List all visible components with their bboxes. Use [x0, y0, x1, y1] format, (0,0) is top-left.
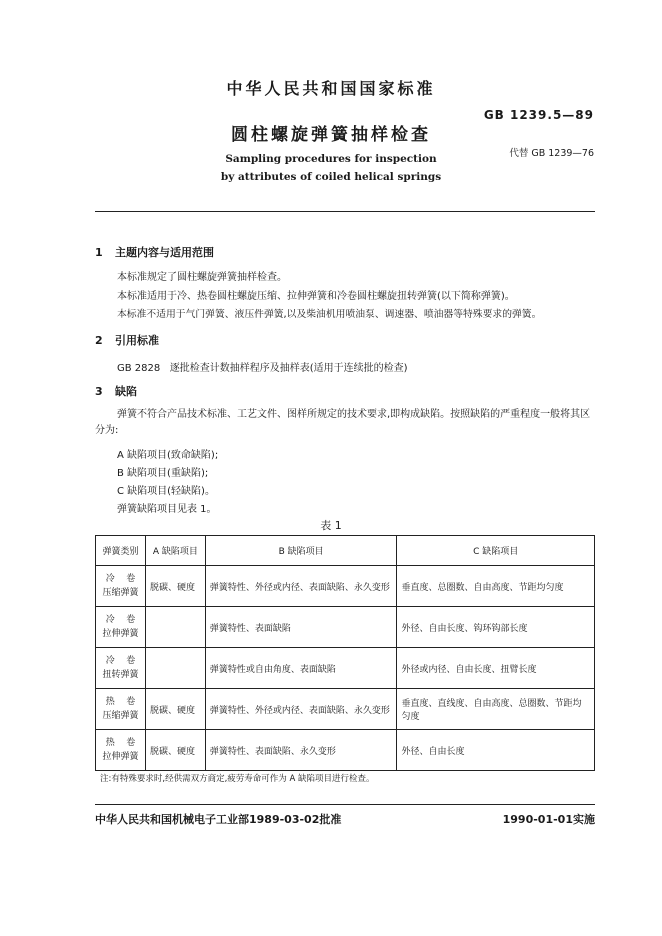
- spring-type-line-2: 压缩弹簧: [102, 711, 139, 721]
- a-defects-cell: 脱碳、硬度: [145, 566, 205, 607]
- approval-line: 中华人民共和国机械电子工业部1989-03-02批准: [95, 813, 342, 826]
- spring-type-line-1: 冷 卷: [105, 574, 136, 584]
- spring-type-cell: [96, 689, 146, 730]
- english-title-line-1: Sampling procedures for inspection: [225, 153, 437, 165]
- section-title: 缺陷: [115, 385, 137, 398]
- section-number: 3: [95, 385, 103, 398]
- table-note: 注:有特殊要求时,经供需双方商定,疲劳寿命可作为 A 缺陷项目进行检查。: [100, 774, 375, 784]
- column-header-c-defects: C 缺陷项目: [397, 536, 595, 566]
- spring-type-line-1: 冷 卷: [105, 615, 136, 625]
- standard-number: GB 1239.5—89: [483, 108, 594, 122]
- section-number: 2: [95, 334, 103, 347]
- section-2-heading: [95, 332, 159, 348]
- spring-type-line-2: 拉伸弹簧: [102, 629, 139, 639]
- a-defects-cell: 脱碳、硬度: [145, 689, 205, 730]
- column-header-a-defects: A 缺陷项目: [145, 536, 205, 566]
- a-defects-cell: [145, 648, 205, 689]
- spring-type-line-2: 压缩弹簧: [102, 588, 139, 598]
- effective-date: 1990-01-01实施: [502, 813, 595, 826]
- footer-divider: [95, 804, 595, 805]
- section-1-paragraph-3: 本标准不适用于气门弹簧、液压件弹簧,以及柴油机用喷油泵、调速器、喷油器等特殊要求的弹簧。: [117, 309, 542, 320]
- section-3-paragraph-3: B 缺陷项目(重缺陷);: [117, 468, 209, 479]
- table-row: [96, 730, 595, 771]
- table-row: [96, 607, 595, 648]
- b-defects-cell: 弹簧特性、表面缺陷: [205, 607, 397, 648]
- column-header-b-defects: B 缺陷项目: [205, 536, 397, 566]
- defect-items-table: [95, 535, 595, 771]
- section-1-paragraph-1: 本标准规定了圆柱螺旋弹簧抽样检查。: [117, 272, 287, 283]
- section-title: 主题内容与适用范围: [115, 246, 214, 259]
- table-row: [96, 689, 595, 730]
- a-defects-cell: 脱碳、硬度: [145, 730, 205, 771]
- spring-type-cell: [96, 648, 146, 689]
- a-defects-cell: [145, 607, 205, 648]
- spring-type-line-2: 扭转弹簧: [102, 670, 139, 680]
- c-defects-cell: 外径或内径、自由长度、扭臂长度: [397, 648, 595, 689]
- section-3-paragraph-2: A 缺陷项目(致命缺陷);: [117, 450, 219, 461]
- section-2-paragraph-1: GB 2828 逐批检查计数抽样程序及抽样表(适用于连续批的检查): [117, 363, 408, 374]
- replaces-standard: 代替 GB 1239—76: [509, 148, 594, 159]
- c-defects-cell: 外径、自由长度: [397, 730, 595, 771]
- spring-type-line-2: 拉伸弹簧: [102, 752, 139, 762]
- spring-type-cell: [96, 730, 146, 771]
- english-title-line-2: by attributes of coiled helical springs: [220, 171, 442, 183]
- table-row: [96, 566, 595, 607]
- spring-type-line-1: 冷 卷: [105, 656, 136, 666]
- spring-type-line-1: 热 卷: [105, 697, 136, 707]
- spring-type-cell: [96, 607, 146, 648]
- b-defects-cell: 弹簧特性或自由角度、表面缺陷: [205, 648, 397, 689]
- section-title: 引用标准: [115, 334, 159, 347]
- c-defects-cell: 垂直度、总圈数、自由高度、节距均匀度: [397, 566, 595, 607]
- b-defects-cell: 弹簧特性、外径或内径、表面缺陷、永久变形: [205, 689, 397, 730]
- column-header-spring-type: 弹簧类别: [96, 536, 146, 566]
- section-number: 1: [95, 246, 103, 259]
- section-3-paragraph-4: C 缺陷项目(轻缺陷)。: [117, 486, 215, 497]
- section-3-paragraph-5: 弹簧缺陷项目见表 1。: [117, 504, 217, 515]
- section-1-paragraph-2: 本标准适用于冷、热卷圆柱螺旋压缩、拉伸弹簧和冷卷圆柱螺旋扭转弹簧(以下简称弹簧)。: [117, 291, 515, 302]
- section-1-heading: [95, 244, 214, 260]
- b-defects-cell: 弹簧特性、外径或内径、表面缺陷、永久变形: [205, 566, 397, 607]
- c-defects-cell: 垂直度、直线度、自由高度、总圈数、节距均匀度: [397, 689, 595, 730]
- c-defects-cell: 外径、自由长度、钩环钩部长度: [397, 607, 595, 648]
- document-title: 圆柱螺旋弹簧抽样检查: [231, 125, 431, 145]
- spring-type-cell: [96, 566, 146, 607]
- section-3-heading: [95, 383, 137, 399]
- table-row: [96, 648, 595, 689]
- header-divider: [95, 211, 595, 212]
- section-3-paragraph-1: 弹簧不符合产品技术标准、工艺文件、图样所规定的技术要求,即构成缺陷。按照缺陷的严重程度一般将其区分为:: [95, 409, 591, 436]
- table-caption: 表 1: [320, 519, 342, 532]
- table-header-row: [96, 536, 595, 566]
- b-defects-cell: 弹簧特性、表面缺陷、永久变形: [205, 730, 397, 771]
- spring-type-line-1: 热 卷: [105, 738, 136, 748]
- national-standard-heading: 中华人民共和国国家标准: [226, 79, 436, 98]
